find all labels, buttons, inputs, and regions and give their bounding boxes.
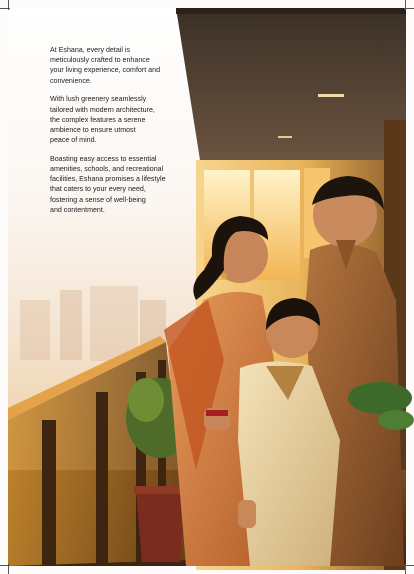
paragraph-details xyxy=(50,45,180,86)
text-line: tailored with modern architecture, xyxy=(50,105,155,114)
text-line: amenities, schools, and recreational xyxy=(50,165,164,174)
text-line: fostering a sense of well-being xyxy=(50,195,146,204)
crop-mark xyxy=(405,564,406,574)
text-line: With lush greenery seamlessly xyxy=(50,95,147,104)
text-line: peace of mind. xyxy=(50,136,97,145)
crop-mark xyxy=(8,0,9,10)
text-line: At Eshana, every detail is xyxy=(50,46,131,54)
text-line: and contentment. xyxy=(50,205,105,214)
text-line: meticulously crafted to enhance xyxy=(50,56,150,65)
crop-mark xyxy=(405,0,406,10)
paragraph-greenery xyxy=(50,94,180,145)
text-line: convenience. xyxy=(50,76,92,85)
text-line: ambience to ensure utmost xyxy=(50,125,136,134)
crop-mark xyxy=(8,564,9,574)
text-line: facilities, Eshana promises a lifestyle xyxy=(50,175,166,184)
text-line: the complex features a serene xyxy=(50,115,146,124)
text-line: that caters to your every need, xyxy=(50,185,146,194)
text-line: Boasting easy access to essential xyxy=(50,154,157,163)
text-line: your living experience, comfort and xyxy=(50,66,161,75)
paragraph-amenities xyxy=(50,154,180,215)
intro-copy xyxy=(50,45,180,224)
